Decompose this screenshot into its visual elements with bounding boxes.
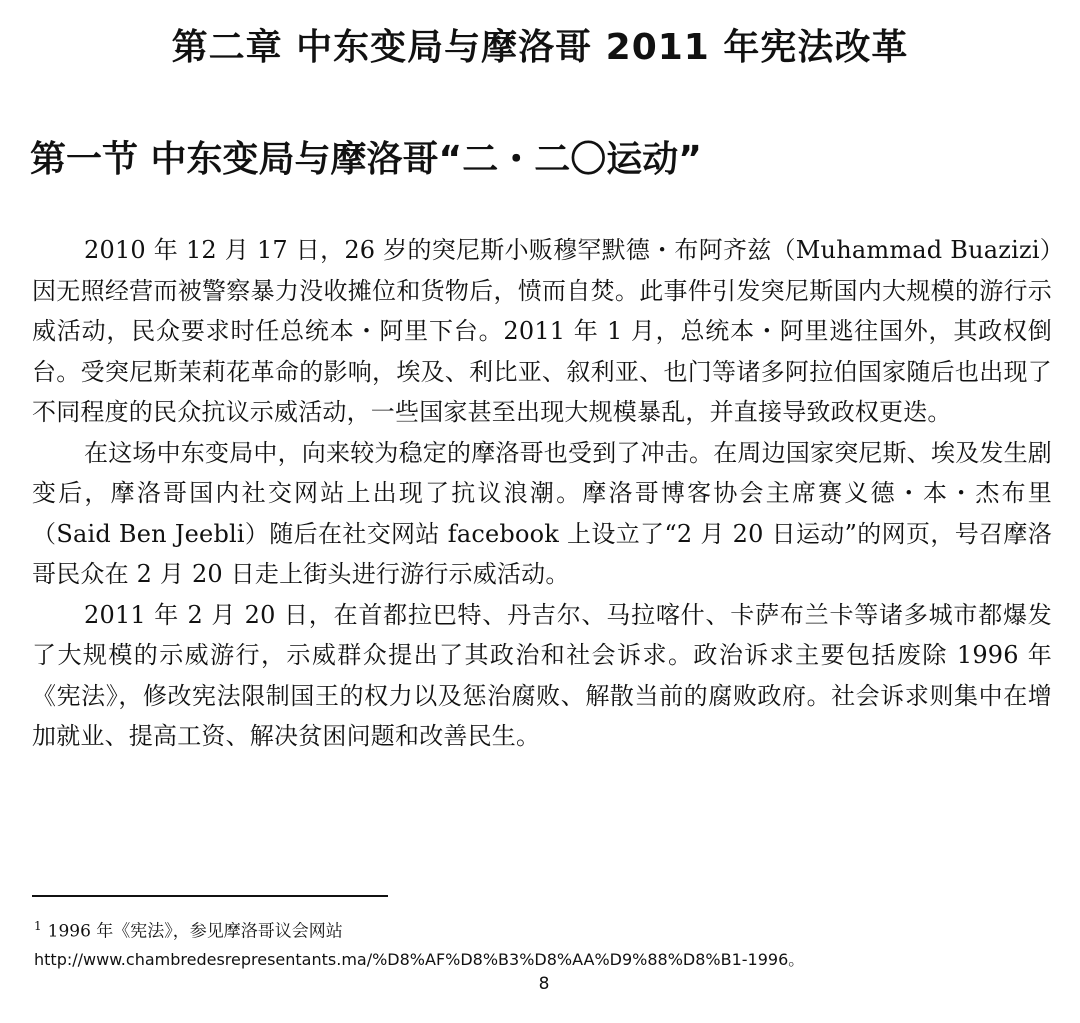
footnote-url: http://www.chambredesrepresentants.ma/%D8%AF%D8%B3%D8%AA%D9%88%D8%B1-1996。 bbox=[34, 949, 805, 969]
footnote-marker: 1 bbox=[34, 919, 42, 933]
footnote-divider bbox=[32, 895, 388, 897]
footnote bbox=[34, 912, 1054, 974]
page-number: 8 bbox=[538, 974, 550, 994]
section-title: 第一节 中东变局与摩洛哥“二・二〇运动” bbox=[30, 139, 702, 180]
body-text bbox=[32, 230, 1052, 757]
paragraph-1: 2010 年 12 月 17 日，26 岁的突尼斯小贩穆罕默德・布阿齐兹（Muhammad Buazizi）因无照经营而被警察暴力没收摊位和货物后，愤而自焚。此事件引发突尼斯国内大规模的游行示威活动，民众要求时任总统本・阿里下台。2011 年 1 月，总统本・阿里逃往国外，其政权倒台。受突尼斯茉莉花革命的影响，埃及、利比亚、叙利亚、也门等诸多阿拉伯国家随后也出现了不同程度的民众抗议示威活动，一些国家甚至出现大规模暴乱，并直接导致政权更迭。 bbox=[32, 236, 1052, 426]
paragraph-3: 2011 年 2 月 20 日，在首都拉巴特、丹吉尔、马拉喀什、卡萨布兰卡等诸多城市都爆发了大规模的示威游行，示威群众提出了其政治和社会诉求。政治诉求主要包括废除 1996 年《宪法》，修改宪法限制国王的权力以及惩治腐败、解散当前的腐败政府。社会诉求则集中在增加就业、提高工资、解决贫困问题和改善民生。 bbox=[32, 600, 1052, 750]
paragraph-2: 在这场中东变局中，向来较为稳定的摩洛哥也受到了冲击。在周边国家突尼斯、埃及发生剧变后，摩洛哥国内社交网站上出现了抗议浪潮。摩洛哥博客协会主席赛义德・本・杰布里（Said Ben Jeebli）随后在社交网站 facebook 上设立了“2 月 20 日运动”的网页，号召摩洛哥民众在 2 月 20 日走上街头进行游行示威活动。 bbox=[32, 438, 1052, 588]
chapter-title: 第二章 中东变局与摩洛哥 2011 年宪法改革 bbox=[171, 27, 909, 68]
footnote-text: 1996 年《宪法》，参见摩洛哥议会网站 bbox=[47, 921, 343, 942]
